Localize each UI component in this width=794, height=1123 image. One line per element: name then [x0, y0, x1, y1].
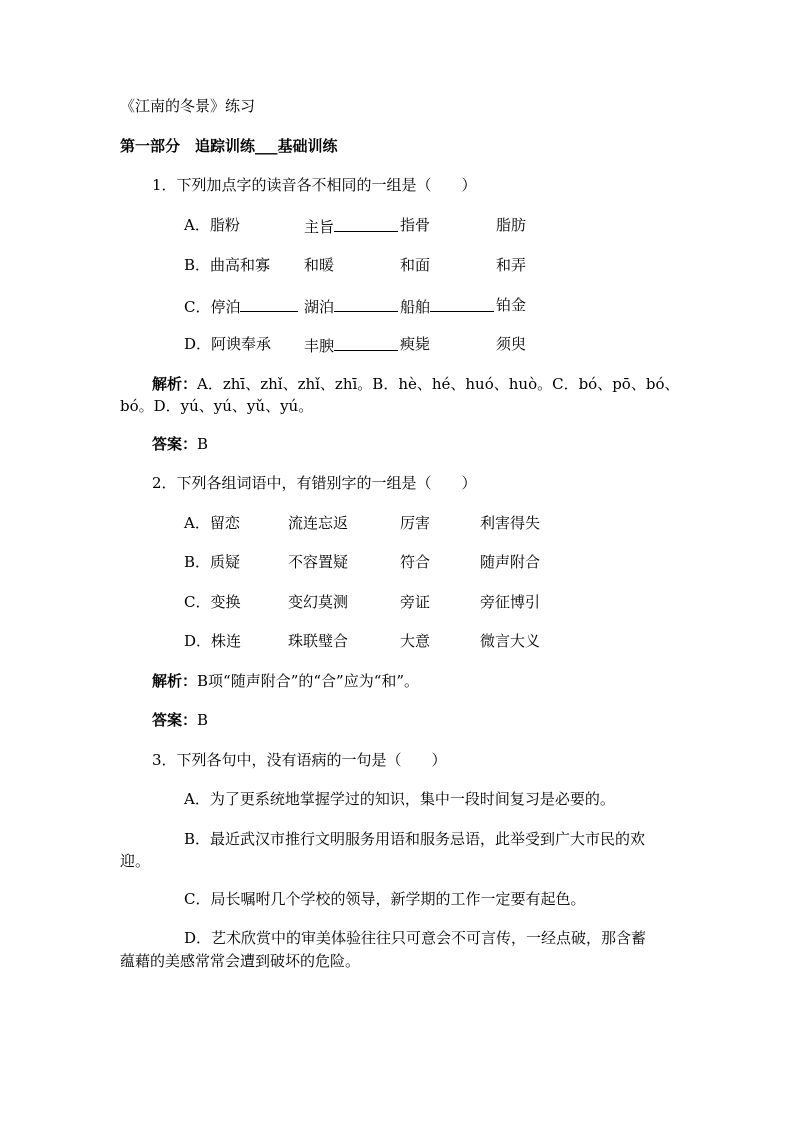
q2-option-b-label: B．质疑: [184, 553, 241, 571]
document-title: 《江南的冬景》练习: [120, 97, 256, 115]
q1-option-d-label: D．阿谀奉承: [184, 335, 272, 353]
q1-option-b-word-4: 和弄: [496, 256, 527, 274]
q3-option-a: A．为了更系统地掌握学过的知识，集中一段时间复习是必要的。: [184, 790, 615, 808]
q1-option-d-word-3: 瘐毙: [400, 335, 431, 353]
question-2-answer: 答案：B: [152, 711, 209, 729]
q1-option-c-label: C．停泊: [184, 295, 298, 317]
q2-option-a-label: A．留恋: [184, 514, 240, 532]
q2-option-b-word-2: 不容置疑: [288, 553, 349, 571]
q2-option-b-word-3: 符合: [400, 553, 431, 571]
question-2-analysis: 解析：B项“随声附合”的“合”应为“和”。: [152, 672, 420, 690]
question-1-analysis-line-1: 解析：A．zhī、zhǐ、zhǐ、zhī。B．hè、hé、huó、huò。C．bó、pō、bó、: [152, 375, 680, 393]
q2-option-d-word-3: 大意: [400, 632, 431, 650]
q1-option-a-word-3: 指骨: [400, 216, 431, 234]
q2-option-d-label: D．株连: [184, 632, 242, 650]
q3-option-d-line-1: D．艺术欣赏中的审美体验往往只可意会不可言传，一经点破，那含蓄: [184, 929, 647, 947]
q3-option-b-line-1: B．最近武汉市推行文明服务用语和服务忌语，此举受到广大市民的欢: [184, 830, 646, 848]
q1-option-c-word-4: 铂金: [496, 296, 527, 314]
q3-option-b-line-2: 迎。: [120, 852, 151, 870]
q2-option-b-word-4: 随声附合: [480, 553, 541, 571]
q1-option-b-label: B．曲高和寡: [184, 256, 271, 274]
q2-option-c-label: C．变换: [184, 593, 241, 611]
q2-option-d-word-2: 珠联璧合: [288, 632, 349, 650]
q3-option-d-line-2: 蕴藉的美感常常会遭到破坏的危险。: [120, 952, 361, 970]
q1-option-a-word-4: 脂肪: [496, 216, 527, 234]
q1-option-d-word-4: 须臾: [496, 335, 527, 353]
q1-option-b-word-3: 和面: [400, 256, 431, 274]
q2-option-a-word-3: 厉害: [400, 514, 431, 532]
q1-option-c-word-2: 湖泊: [304, 295, 398, 317]
question-2-stem: 2．下列各组词语中，有错别字的一组是（ ）: [152, 474, 477, 492]
q2-option-c-word-4: 旁征博引: [480, 593, 541, 611]
question-1-stem: 1．下列加点字的读音各不相同的一组是（ ）: [152, 176, 477, 194]
question-1-analysis-line-2: bó。D．yú、yú、yǔ、yú。: [120, 397, 314, 415]
question-3-stem: 3．下列各句中，没有语病的一句是（ ）: [152, 751, 447, 769]
q1-option-a-word-2: 主旨: [304, 215, 398, 237]
question-1-answer: 答案：B: [152, 435, 209, 453]
q2-option-c-word-2: 变幻莫测: [288, 593, 349, 611]
q2-option-a-word-4: 利害得失: [480, 514, 541, 532]
q2-option-a-word-2: 流连忘返: [288, 514, 349, 532]
q2-option-c-word-3: 旁证: [400, 593, 431, 611]
q3-option-c: C．局长嘱咐几个学校的领导，新学期的工作一定要有起色。: [184, 890, 586, 908]
q1-option-b-word-2: 和暖: [304, 256, 335, 274]
section-heading: 第一部分 追踪训练___基础训练: [120, 137, 338, 155]
q1-option-a-label: A．脂粉: [184, 216, 240, 234]
q2-option-d-word-4: 微言大义: [480, 632, 541, 650]
q1-option-c-word-3: 船舶: [400, 295, 494, 317]
q1-option-d-word-2: 丰腴: [304, 334, 398, 356]
